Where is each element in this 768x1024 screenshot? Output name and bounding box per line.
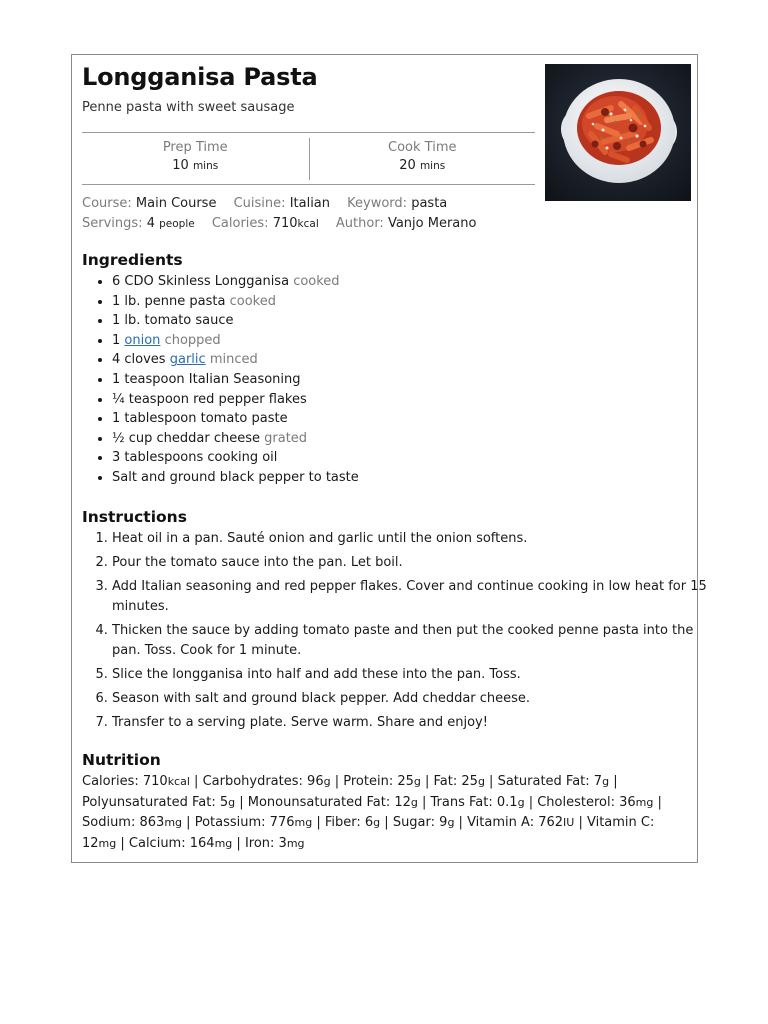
ingredient-text: 6 CDO Skinless Longganisa [112, 274, 290, 289]
nutrition-value: 12 [82, 835, 99, 851]
nutrition-unit: IU [563, 816, 575, 829]
ingredient-note: grated [264, 430, 308, 446]
nutrition-unit: mg [286, 836, 305, 850]
list-item: 4. Thicken the sauce by adding tomato paste and then put the cooked penne pasta into the pan. Toss. Cook for 1 minute. [112, 621, 708, 661]
onion-link[interactable]: onion [124, 332, 161, 348]
nutrition-heading: Nutrition [82, 751, 161, 769]
pasta-dish-photo [545, 64, 691, 201]
prep-time-label: Prep Time [162, 140, 228, 155]
nutrition-item: Vitamin C: 12mg [82, 815, 655, 851]
nutrition-item: Iron: 3mg [244, 835, 305, 851]
cook-time-label: Cook Time [388, 140, 457, 155]
nutrition-unit: g [447, 816, 455, 829]
nutrition-item: Calcium: 164mg [128, 835, 233, 851]
nutrition-label: Vitamin A [467, 815, 530, 830]
nutrition-label: Calcium [128, 835, 182, 851]
keyword-value: pasta [411, 196, 448, 211]
recipe-summary: Penne pasta with sweet sausage [82, 100, 295, 115]
cuisine-label: Cuisine: [233, 196, 286, 211]
nutrition-value: 6 [364, 815, 374, 830]
cook-time [309, 138, 536, 180]
meta-author [336, 216, 477, 231]
nutrition-unit: g [373, 816, 381, 829]
meta-row-1 [82, 194, 489, 214]
ingredients-heading: Ingredients [82, 251, 183, 269]
list-item: 6. Season with salt and ground black pepper. Add cheddar cheese. [112, 689, 708, 709]
nutrition-item: Sugar: 9g [392, 815, 455, 830]
list-item: 5. Slice the longganisa into half and add these into the pan. Toss. [112, 665, 708, 685]
meta-calories [212, 216, 319, 231]
meta-course [82, 196, 216, 211]
meta-keyword [347, 196, 447, 211]
nutrition-value: 5 [219, 794, 229, 810]
nutrition-label: Iron [244, 835, 271, 851]
nutrition-value: 25 [461, 774, 478, 789]
garlic-link[interactable]: garlic [169, 352, 206, 368]
nutrition-value: 776 [269, 815, 295, 830]
nutrition-item: Fiber: 6g [324, 815, 381, 830]
nutrition-item: Sodium: 863mg [82, 815, 183, 830]
nutrition-label: Cholesterol [537, 794, 611, 810]
nutrition-value: 0.1 [496, 794, 518, 810]
meta-cuisine [234, 196, 330, 211]
author-value: Vanjo Merano [387, 216, 477, 231]
nutrition-label: Protein [343, 774, 389, 789]
nutrition-item: Cholesterol: 36mg [537, 794, 654, 810]
list-item [112, 390, 359, 410]
list-item [112, 331, 359, 351]
list-item [112, 272, 359, 292]
nutrition-unit: mg [214, 836, 233, 850]
keyword-label: Keyword: [347, 196, 408, 211]
cook-time-unit: mins [419, 160, 446, 172]
nutrition-unit: g [228, 795, 236, 809]
ingredient-text: 1 lb. tomato sauce [112, 313, 234, 329]
author-label: Author: [335, 216, 384, 231]
nutrition-item: Potassium: 776mg [194, 815, 313, 830]
list-item [112, 370, 359, 390]
ingredient-note: chopped [164, 332, 221, 348]
nutrition-unit: mg [635, 795, 654, 809]
nutrition-value: 7 [593, 774, 603, 789]
nutrition-label: Polyunsaturated Fat [82, 794, 212, 810]
nutrition-label: Calories [82, 774, 135, 789]
nutrition-value: 3 [278, 835, 287, 851]
cook-time-value [310, 156, 536, 176]
list-item [112, 350, 359, 370]
list-item [112, 429, 359, 449]
ingredients-list [82, 272, 359, 488]
prep-time-number: 10 [172, 158, 189, 173]
recipe-times [82, 132, 535, 185]
ingredient-text: ¼ teaspoon red pepper flakes [112, 391, 307, 407]
course-label: Course: [82, 196, 132, 211]
ingredient-note: minced [209, 352, 258, 368]
nutrition-unit: g [517, 795, 525, 809]
nutrition-label: Potassium [194, 815, 262, 830]
recipe-title: Longganisa Pasta [82, 63, 318, 91]
instructions-heading: Instructions [82, 508, 187, 526]
nutrition-value: 710 [142, 774, 168, 789]
ingredient-text: 1 tablespoon tomato paste [112, 411, 288, 427]
nutrition-label: Sodium [82, 815, 131, 830]
list-item: 7. Transfer to a serving plate. Serve warm. Share and enjoy! [112, 713, 708, 733]
nutrition-unit: mg [294, 816, 313, 829]
instructions-list [82, 529, 708, 737]
nutrition-unit: g [413, 775, 421, 788]
nutrition-item: Monounsaturated Fat: 12g [247, 794, 418, 810]
ingredient-text: ½ cup cheddar cheese [112, 430, 260, 446]
servings-label: Servings: [82, 216, 143, 231]
nutrition-label: Fiber [324, 815, 357, 830]
servings-value: 4 [146, 216, 155, 231]
nutrition-value: 25 [397, 774, 414, 789]
nutrition-label: Carbohydrates [202, 774, 299, 789]
nutrition-label: Fat [433, 774, 453, 789]
course-value: Main Course [135, 196, 217, 211]
list-item [112, 409, 359, 429]
calories-value: 710 [272, 216, 298, 231]
recipe-card [71, 54, 707, 863]
nutrition-unit: g [410, 795, 418, 809]
calories-unit: kcal [297, 218, 319, 230]
nutrition-item: Vitamin A: 762IU [467, 815, 575, 830]
nutrition-unit: mg [164, 816, 183, 829]
nutrition-value: 164 [189, 835, 215, 851]
nutrition-item: Saturated Fat: 7g [497, 774, 610, 789]
list-item: 3. Add Italian seasoning and red pepper flakes. Cover and continue cooking in low heat for 15 minutes. [112, 577, 708, 617]
nutrition-value: 96 [307, 774, 324, 789]
nutrition-item: Fat: 25g [433, 774, 485, 789]
meta-servings [82, 216, 195, 231]
nutrition-label: Trans Fat [430, 794, 489, 810]
ingredient-text: Salt and ground black pepper to taste [112, 469, 359, 485]
ingredient-text: 3 tablespoons cooking oil [112, 450, 278, 466]
list-item: 2. Pour the tomato sauce into the pan. Let boil. [112, 553, 708, 573]
list-item: 1. Heat oil in a pan. Sauté onion and garlic until the onion softens. [112, 529, 708, 549]
nutrition-value: 9 [439, 815, 448, 830]
nutrition-unit: kcal [167, 775, 190, 788]
nutrition-item: Carbohydrates: 96g [202, 774, 331, 789]
calories-label: Calories: [211, 216, 269, 231]
nutrition-label: Monounsaturated Fat [247, 794, 386, 810]
nutrition-unit: g [323, 775, 331, 788]
nutrition-item: Trans Fat: 0.1g [430, 794, 525, 810]
nutrition-unit: mg [98, 836, 117, 850]
list-item [112, 292, 359, 312]
nutrition-unit: g [602, 775, 610, 788]
recipe-meta [82, 194, 489, 234]
nutrition-value: 762 [538, 815, 564, 830]
nutrition-unit: g [477, 775, 485, 788]
prep-time-unit: mins [192, 160, 219, 172]
nutrition-facts: Calories: 710kcal | Carbohydrates: 96g | Protein: 25g | Fat: 25g | Saturated Fat: 7g | Polyunsaturated Fat: 5g | Monounsaturated Fat: 12g | Trans Fat: 0.1g | Cholesterol: 36mg | Sodium: 863mg | Potassium: 776mg | Fiber: 6g | Sugar: 9g | Vitamin A: 762IU | Vitamin C: 12mg | Calcium: 164mg | Iron: 3mg [82, 774, 662, 851]
ingredient-amount: 1 [112, 332, 121, 348]
prep-time-value [82, 156, 309, 176]
ingredient-text: 1 lb. penne pasta [112, 293, 226, 309]
list-item [112, 468, 359, 488]
ingredient-amount: 4 cloves [112, 352, 166, 368]
ingredient-text: 1 teaspoon Italian Seasoning [112, 371, 301, 387]
servings-unit: people [159, 218, 195, 230]
list-item [112, 448, 359, 468]
ingredient-note: cooked [229, 293, 276, 309]
cook-time-number: 20 [399, 158, 416, 173]
nutrition-label: Sugar [392, 815, 431, 830]
nutrition-item: Protein: 25g [343, 774, 421, 789]
prep-time [82, 133, 309, 184]
nutrition-item: Polyunsaturated Fat: 5g [82, 794, 236, 810]
nutrition-item: Calories: 710kcal [82, 774, 190, 789]
cuisine-value: Italian [289, 196, 331, 211]
nutrition-value: 863 [139, 815, 165, 830]
nutrition-value: 12 [394, 794, 411, 810]
meta-row-2 [82, 214, 489, 234]
list-item [112, 311, 359, 331]
nutrition-label: Vitamin C [586, 815, 650, 830]
ingredient-note: cooked [293, 274, 340, 289]
nutrition-label: Saturated Fat [497, 774, 586, 789]
nutrition-value: 36 [619, 794, 636, 810]
